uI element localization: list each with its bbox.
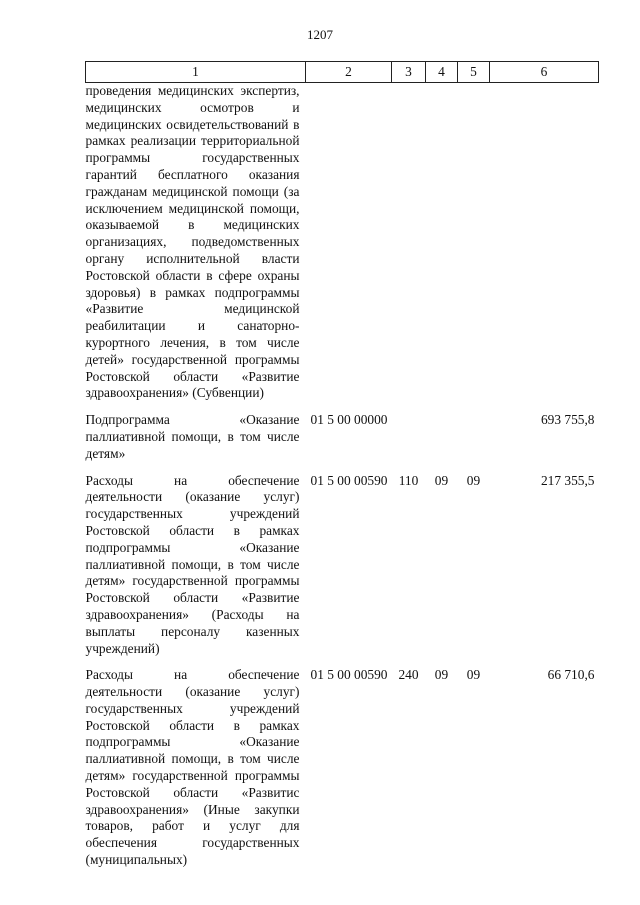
row-col-5: 09 — [466, 667, 481, 683]
row-amount: 693 755,8 — [540, 412, 595, 428]
table-header — [86, 62, 599, 83]
row-code: 01 5 00 00000 — [310, 412, 388, 428]
row-description: Подпрограмма «Оказание паллиативной помощи, в том числе детям» — [85, 412, 300, 461]
row-col-4 — [426, 83, 458, 413]
row-amount: 66 710,6 — [547, 667, 595, 683]
row-description: Расходы на обеспечение деятельности (оказание услуг) государственных учреждений Ростовской области в рамках подпрограммы «Оказание паллиативной помощи, в том числе детям» государственной программы Ростовской области «Развитие здравоохранения» (Расходы на выплаты персоналу казенных учреждений) — [85, 472, 300, 656]
row-col-4 — [426, 412, 458, 472]
row-col-4: 09 — [434, 667, 449, 683]
row-code — [306, 83, 392, 413]
row-code: 01 5 00 00590 — [310, 667, 388, 683]
row-col-3: 240 — [398, 667, 419, 683]
header-col-4: 4 — [426, 62, 458, 83]
header-col-1: 1 — [86, 62, 306, 83]
row-description: проведения медицинских экспертиз, медицинских осмотров и медицинских освидетельствований в рамках реализации территориальной программы государственных гарантий бесплатного оказания гражданам медицинской помощи (за исключением медицинской помощи, оказываемой в медицинских организациях, подведомственных органу исполнительной власти Ростовской области в сфере охраны здоровья) в рамках подпрограммы «Развитие медицинской реабилитации и санаторно-курортного лечения, в том числе детей» государственной программы Ростовской области «Развитие здравоохранения» (Субвенции) — [85, 83, 300, 401]
header-col-2: 2 — [306, 62, 392, 83]
header-row — [86, 62, 599, 83]
table-row — [86, 667, 599, 869]
row-col-5 — [458, 412, 490, 472]
budget-table — [85, 61, 599, 869]
table-row — [86, 83, 599, 413]
table-row — [86, 473, 599, 668]
row-col-4: 09 — [434, 472, 449, 488]
row-col-3: 110 — [398, 472, 419, 488]
row-code: 01 5 00 00590 — [310, 472, 388, 488]
row-description: Расходы на обеспечение деятельности (оказание услуг) государственных учреждений Ростовской области в рамках подпрограммы «Оказание паллиативной помощи, в том числе детям» государственной программы Ростовской области «Развитис здравоохранения» (Иные закупки товаров, работ и услуг для обеспечения государственных (муниципальных) — [85, 667, 300, 868]
row-amount: 217 355,5 — [540, 472, 595, 488]
row-col-3 — [392, 412, 426, 472]
header-col-5: 5 — [458, 62, 490, 83]
page-number: 1207 — [307, 27, 333, 42]
header-col-3: 3 — [392, 62, 426, 83]
table-body — [86, 83, 599, 869]
table-row — [86, 412, 599, 472]
row-col-3 — [392, 83, 426, 413]
row-col-5 — [458, 83, 490, 413]
header-col-6: 6 — [490, 62, 599, 83]
row-amount — [490, 83, 599, 413]
row-col-5: 09 — [466, 472, 481, 488]
